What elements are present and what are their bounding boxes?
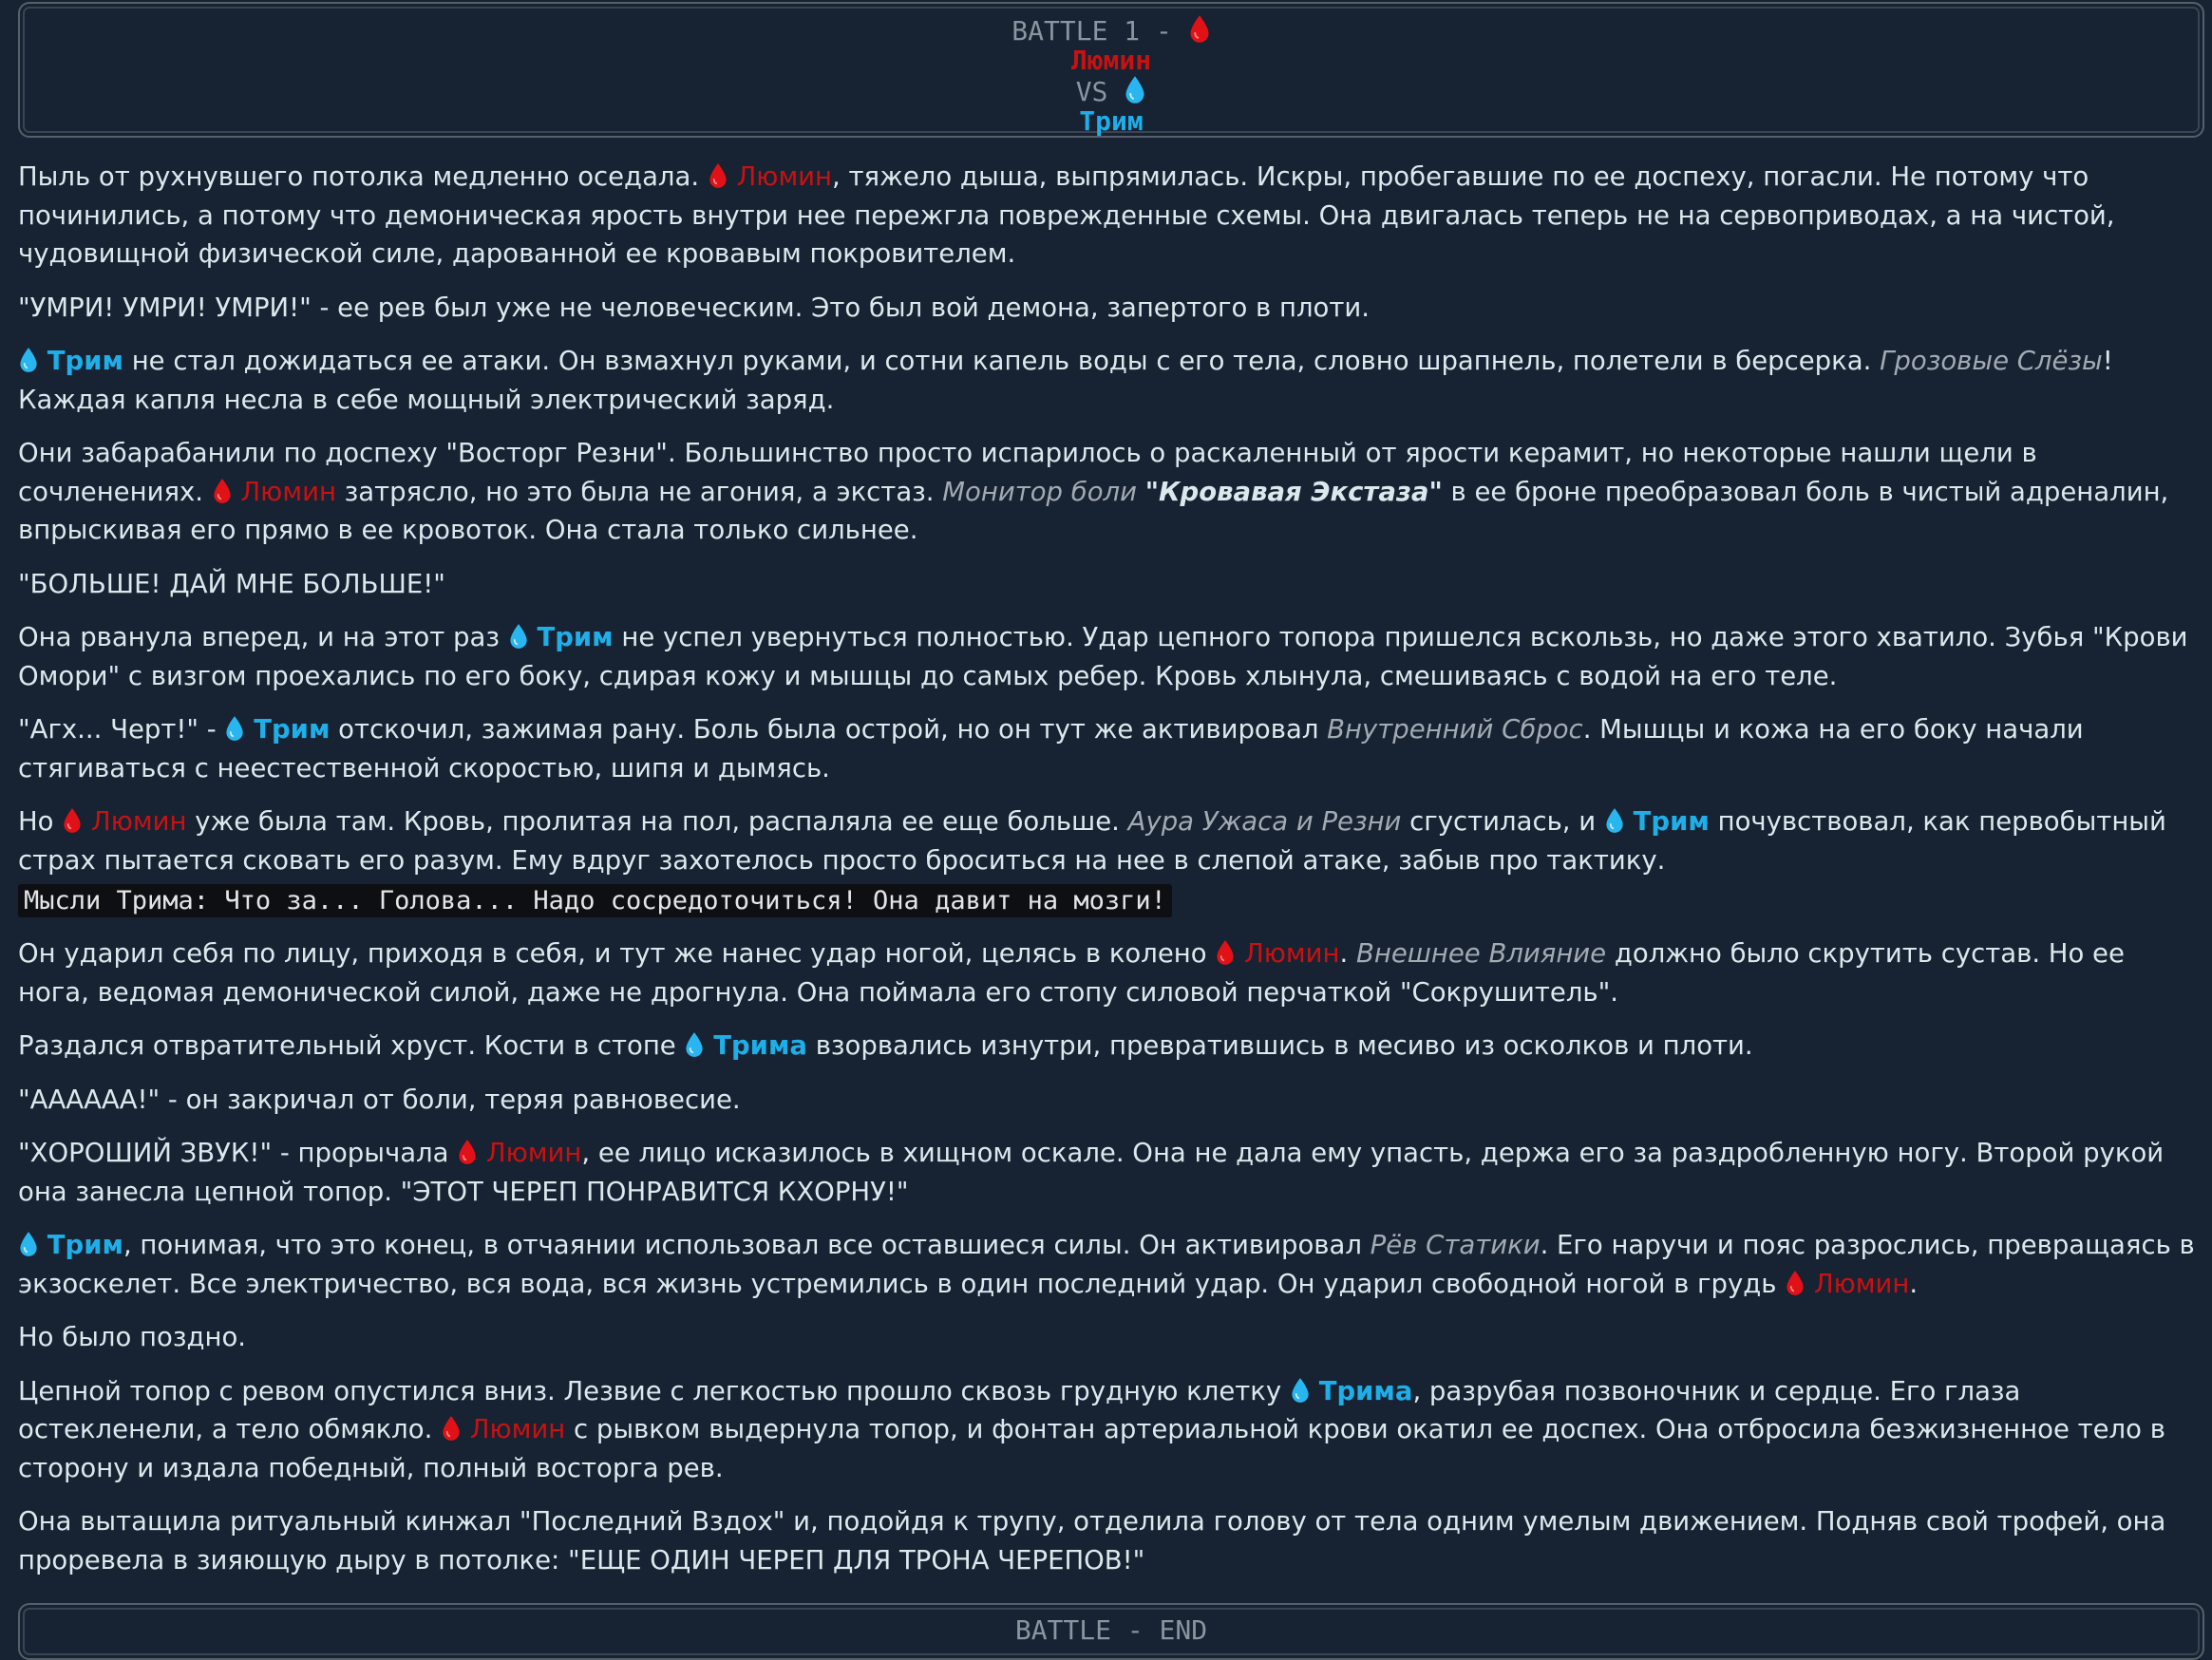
blood-drop-icon [212, 478, 233, 504]
story-text: Цепной топор с ревом опустился вниз. Лезвие с легкостью прошло сквозь грудную клетку [18, 1375, 1282, 1406]
skill-name: Аура Ужаса и Резни [1127, 806, 1402, 837]
name-trima: Трима [713, 1030, 807, 1061]
story-text: сгустилась, и [1401, 806, 1597, 837]
battle-story [18, 158, 2203, 1594]
name-trima: Трима [1318, 1375, 1413, 1406]
story-text: ! Каждая капля несла в себе мощный электрический заряд. [18, 346, 2113, 415]
name-lumin: Люмин [240, 476, 336, 507]
name-lumin: Люмин [469, 1414, 566, 1444]
story-text: с рывком выдернула топор, и фонтан артериальной крови окатил ее доспех. Она отбросила безжизненное тело в сторону и издала победный, полный восторга рев. [18, 1414, 2165, 1483]
name-lumin: Люмин [736, 161, 833, 192]
water-drop-icon [508, 623, 529, 650]
story-text: , ее лицо исказилось в хищном оскале. Она не дала ему упасть, держа его за раздробленную ногу. Второй рукой она занесла цепной топор. "ЭТОТ ЧЕРЕП ПОНРАВИТСЯ КХОРНУ!" [18, 1138, 2165, 1207]
story-paragraph [18, 565, 2203, 604]
skill-name: Внутренний Сброс [1327, 714, 1583, 745]
name-lumin: Люмин [91, 806, 187, 837]
fighter-2-name: Трим [1079, 105, 1144, 137]
blood-drop-icon [441, 1415, 462, 1442]
story-paragraph: Он ударил себя по лицу, приходя в себя, и тут же нанес удар ногой, целясь в колено Люмин. Внешнее Влияние должно было скрутить сустав. Но ее нога, ведомая демонической силой, даже не дрогнула. Она поймала его стопу силовой перчаткой "Сокрушитель". [18, 938, 2125, 1008]
skill-name: Монитор боли [942, 476, 1137, 507]
story-text: , тяжело дыша, выпрямилась. Искры, пробегавшие по ее доспеху, погасли. Не потому что починились, а потому что демоническая ярость внутри нее пережгла поврежденные схемы. Она двигалась теперь не на сервоприводах, а на чистой, чудовищной физической силе, дарованной ее кровавым покровителем. [18, 161, 2115, 269]
water-drop-icon [1290, 1377, 1311, 1404]
story-paragraph [18, 158, 2203, 274]
story-text: взорвались изнутри, превратившись в месиво из осколков и плоти. [806, 1030, 1753, 1061]
story-paragraph [18, 618, 2203, 695]
story-paragraph [18, 1502, 2203, 1579]
water-drop-icon [1124, 75, 1146, 104]
story-text: "УМРИ! УМРИ! УМРИ!" - ее рев был уже не человеческим. Это был вой демона, запертого в плоти. [18, 292, 1371, 323]
story-paragraph [18, 1372, 2203, 1488]
item-name: "Кровавая Экстаза" [1144, 476, 1443, 507]
name-trim: Трим [254, 714, 331, 745]
story-text: . Его наручи и пояс разрослись, превращаясь в экзоскелет. Все электричество, вся вода, вся жизнь устремились в один последний удар. Он ударил свободной ногой в грудь [18, 1230, 2195, 1299]
skill-name: Рёв Статики [1370, 1230, 1541, 1260]
vs-label: VS [1075, 76, 1108, 107]
story-text: не успел увернуться полностью. Удар цепного топора пришелся вскользь, но даже этого хватило. Зубья "Крови Омори" с визгом проехались по его боку, сдирая кожу и мышцы до самых ребер. Кровь хлынула, смешиваясь с водой на его теле. [18, 622, 2188, 691]
story-text: уже была там. Кровь, пролитая на пол, распаляла ее еще больше. [186, 806, 1120, 837]
vs-line [20, 75, 2203, 106]
story-text: , разрубая позвоночник и сердце. Его глаза остекленели, а тело обмякло. [18, 1375, 2021, 1444]
story-text: Раздался отвратительный хруст. Кости в стопе [18, 1030, 676, 1061]
story-text: Он ударил себя по лицу, приходя в себя, и тут же нанес удар ногой, целясь в колено [18, 938, 1207, 969]
story-text: не стал дожидаться ее атаки. Он взмахнул руками, и сотни капель воды с его тела, словно шрапнель, полетели в берсерка. [123, 346, 1872, 376]
fighter-1-name: Люмин [1070, 45, 1152, 76]
battle-title: BATTLE 1 - [1011, 15, 1172, 47]
blood-drop-icon [1188, 14, 1211, 44]
story-paragraph: Трим, понимая, что это конец, в отчаянии использовал все оставшиеся силы. Он активировал Рёв Статики. Его наручи и пояс разрослись, превращаясь в экзоскелет. Все электричество, вся вода, вся жизнь устремились в один последний удар. Он ударил свободной ногой в грудь Люмин. [18, 1230, 2195, 1299]
water-drop-icon [684, 1031, 705, 1058]
story-paragraph [18, 1134, 2203, 1211]
battle-end-title: BATTLE - END [1014, 1614, 1208, 1646]
story-text: почувствовал, как первобытный страх пытается сковать его разум. Ему вдруг захотелось просто броситься на нее в слепой атаке, забыв про тактику. [18, 806, 2166, 876]
story-text: Но [18, 806, 54, 837]
story-text: "АААААА!" - он закричал от боли, теряя равновесие. [18, 1084, 741, 1115]
blood-drop-icon [708, 162, 728, 189]
story-text: затрясло, но это была не агония, а экстаз. [335, 476, 935, 507]
name-lumin: Люмин [485, 1138, 582, 1168]
story-paragraph [18, 434, 2203, 550]
story-text: "ХОРОШИЙ ЗВУК!" - прорычала [18, 1138, 449, 1168]
story-text: Они забарабанили по доспеху "Восторг Резни". Большинство просто испарилось о раскаленный от ярости керамит, но некоторые нашли щели в сочленениях. [18, 438, 2037, 507]
story-paragraph [18, 342, 2203, 419]
story-text: "БОЛЬШЕ! ДАЙ МНЕ БОЛЬШЕ!" [18, 568, 445, 599]
story-paragraph [18, 710, 2203, 787]
story-text: Она вытащила ритуальный кинжал "Последний Вздох" и, подойдя к трупу, отделила голову от тела одним умелым движением. Подняв свой трофей, она проревела в зияющую дыру в потолке: "ЕЩЕ ОДИН ЧЕРЕП ДЛЯ ТРОНА ЧЕРЕПОВ!" [18, 1506, 2166, 1575]
name-lumin: Люмин [1244, 938, 1340, 969]
skill-name: Внешнее Влияние [1355, 938, 1607, 969]
water-drop-icon [1604, 807, 1625, 834]
story-paragraph [18, 1027, 2203, 1066]
name-trim: Трим [537, 622, 614, 652]
story-text: , понимая, что это конец, в отчаянии использовал все оставшиеся силы. Он активировал [123, 1230, 1362, 1260]
battle-footer [18, 1603, 2204, 1660]
skill-name: Грозовые Слёзы [1880, 346, 2103, 376]
battle-title-line [20, 14, 2203, 46]
name-lumin: Люмин [1813, 1268, 1910, 1299]
story-text: Она рванула вперед, и на этот раз [18, 622, 500, 652]
story-text: "Агх... Черт!" - [18, 714, 217, 745]
story-paragraph [18, 289, 2203, 328]
water-drop-icon [18, 1231, 39, 1257]
water-drop-icon [18, 347, 39, 373]
water-drop-icon [224, 715, 245, 742]
story-text: должно было скрутить сустав. Но ее нога, ведомая демонической силой, даже не дрогнула. Она поймала его стопу силовой перчаткой "Сокрушитель". [18, 938, 2125, 1008]
story-text: Но было поздно. [18, 1322, 247, 1352]
story-paragraph [18, 1318, 2203, 1357]
story-text: в ее броне преобразовал боль в чистый адреналин, впрыскивая его прямо в ее кровоток. Она стала только сильнее. [18, 476, 2169, 545]
blood-drop-icon [62, 807, 83, 834]
blood-drop-icon [1215, 939, 1236, 966]
blood-drop-icon [457, 1139, 478, 1165]
story-text: отскочил, зажимая рану. Боль была острой, но он тут же активировал [330, 714, 1319, 745]
name-trim: Трим [47, 346, 123, 376]
story-paragraph [18, 802, 2203, 879]
story-paragraph [18, 1081, 2203, 1120]
story-text: . Мышцы и кожа на его боку начали стягиваться с неестественной скоростью, шипя и дымясь. [18, 714, 2084, 783]
story-text: Пыль от рухнувшего потолка медленно оседала. [18, 161, 700, 192]
battle-header [18, 2, 2204, 138]
blood-drop-icon [1785, 1270, 1806, 1296]
thought-code-line: Мысли Трима: Что за... Голова... Надо сосредоточиться! Она давит на мозги! [18, 884, 1172, 917]
name-trim: Трим [47, 1230, 123, 1260]
name-trim: Трим [1633, 806, 1710, 837]
